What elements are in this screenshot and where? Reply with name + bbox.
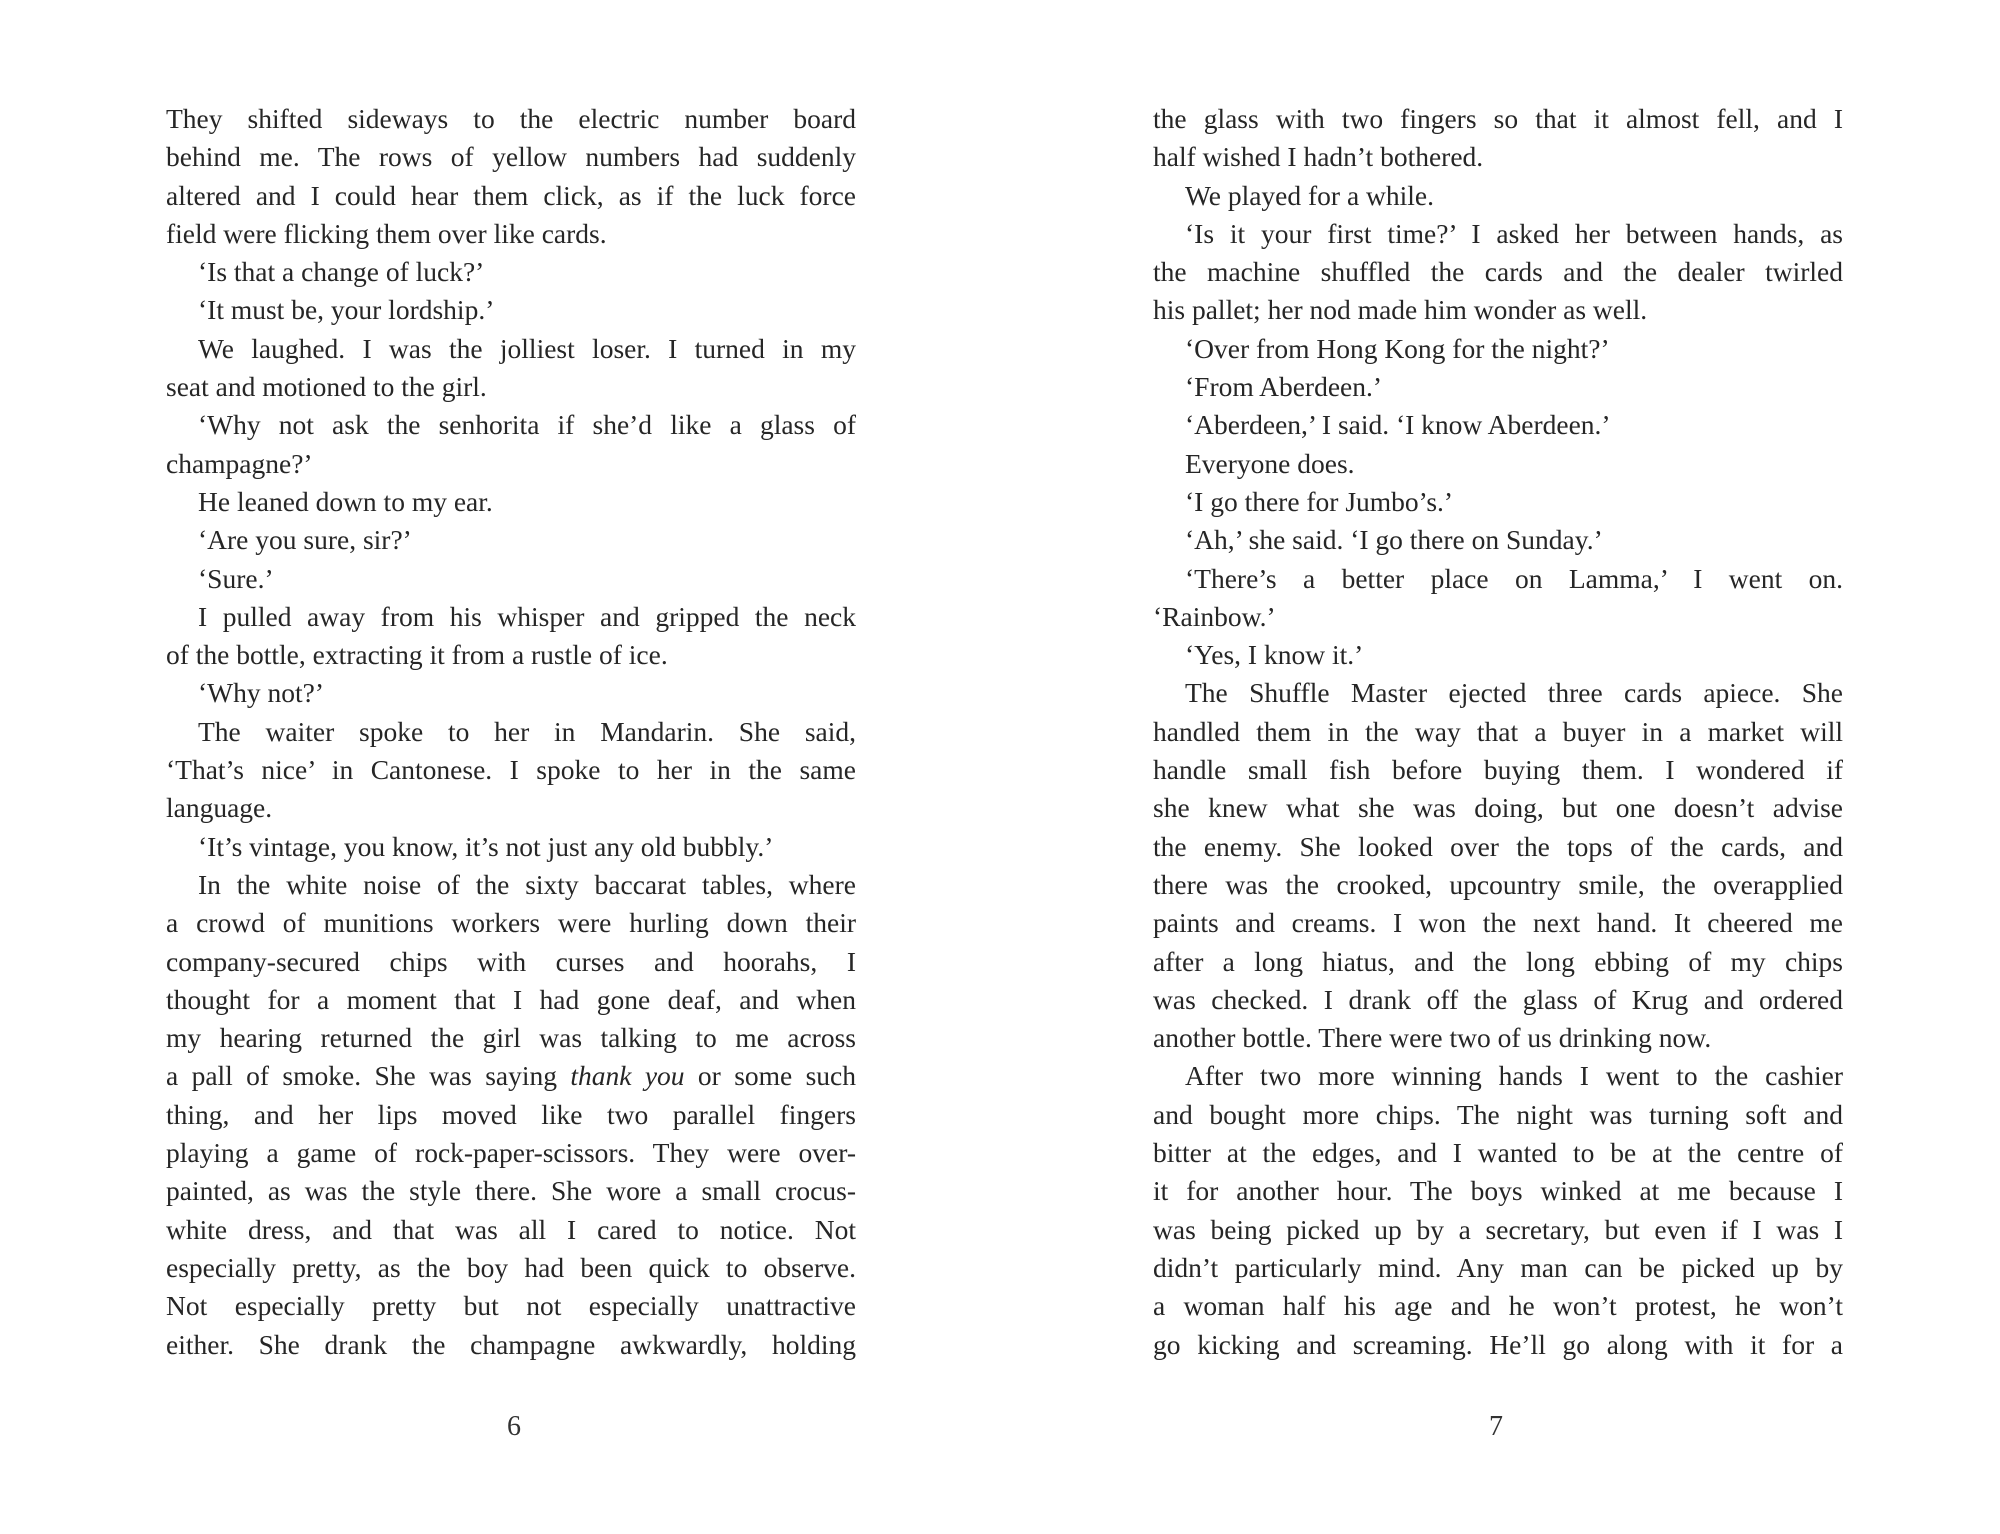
text-line: behind me. The rows of yellow numbers had suddenly: [166, 141, 856, 173]
text-line: half wished I hadn’t bothered.: [1153, 141, 1484, 173]
text-line: Not especially pretty but not especially unattractive: [166, 1290, 856, 1322]
text-line: ‘It must be, your lordship.’: [198, 294, 495, 326]
text-line: white dress, and that was all I cared to notice. Not: [166, 1213, 856, 1245]
text-line: handle small fish before buying them. I wondered if: [1153, 754, 1843, 786]
left-page-text: [166, 100, 856, 1364]
text-line: After two more winning hands I went to the cashier: [1185, 1060, 1843, 1092]
left-page-number: 6: [507, 1411, 521, 1442]
text-line: go kicking and screaming. He’ll go along with it for a: [1153, 1328, 1843, 1360]
text-line: ‘There’s a better place on Lamma,’ I went on.: [1185, 562, 1843, 594]
text-line: playing a game of rock-paper-scissors. They were over-: [166, 1137, 856, 1169]
text-line: either. She drank the champagne awkwardly, holding: [166, 1328, 856, 1360]
text-line: seat and motioned to the girl.: [166, 371, 487, 403]
text-line: ‘Why not ask the senhorita if she’d like a glass of: [198, 409, 856, 441]
text-line: We laughed. I was the jolliest loser. I turned in my: [198, 332, 856, 364]
text-line: the machine shuffled the cards and the dealer twirled: [1153, 256, 1843, 288]
text-line: was checked. I drank off the glass of Krug and ordered: [1153, 983, 1843, 1015]
text-line: bitter at the edges, and I wanted to be at the centre of: [1153, 1137, 1843, 1169]
text-line: ‘Is that a change of luck?’: [198, 256, 485, 288]
text-line: We played for a while.: [1185, 179, 1435, 211]
text-line: ‘Yes, I know it.’: [1185, 639, 1364, 671]
text-line: and bought more chips. The night was turning soft and: [1153, 1098, 1843, 1130]
text-line: field were flicking them over like cards.: [166, 217, 607, 249]
text-line: there was the crooked, upcountry smile, the overapplied: [1153, 868, 1843, 900]
text-line: altered and I could hear them click, as if the luck force: [166, 179, 856, 211]
text-line: ‘It’s vintage, you know, it’s not just any old bubbly.’: [198, 830, 774, 862]
text-line: The Shuffle Master ejected three cards apiece. She: [1185, 677, 1843, 709]
text-line: a pall of smoke. She was saying thank you or some such: [166, 1060, 856, 1092]
text-line: ‘Why not?’: [198, 677, 324, 709]
text-line: language.: [166, 792, 273, 824]
text-line: another bottle. There were two of us drinking now.: [1153, 1022, 1712, 1054]
text-line: champagne?’: [166, 447, 313, 479]
text-line: They shifted sideways to the electric number board: [166, 103, 856, 134]
text-line: ‘I go there for Jumbo’s.’: [1185, 485, 1454, 517]
text-line: The waiter spoke to her in Mandarin. She said,: [198, 715, 856, 747]
text-line: ‘That’s nice’ in Cantonese. I spoke to her in the same: [166, 754, 856, 786]
text-line: handled them in the way that a buyer in a market will: [1153, 715, 1843, 747]
text-line: paints and creams. I won the next hand. It cheered me: [1153, 907, 1843, 939]
text-line: after a long hiatus, and the long ebbing of my chips: [1153, 945, 1843, 977]
text-line: didn’t particularly mind. Any man can be picked up by: [1153, 1251, 1843, 1283]
text-line: ‘Ah,’ she said. ‘I go there on Sunday.’: [1185, 524, 1603, 556]
text-line: especially pretty, as the boy had been quick to observe.: [166, 1251, 856, 1283]
text-line: ‘Aberdeen,’ I said. ‘I know Aberdeen.’: [1185, 409, 1611, 441]
text-line: the enemy. She looked over the tops of the cards, and: [1153, 830, 1843, 862]
text-line: his pallet; her nod made him wonder as well.: [1153, 294, 1648, 326]
text-line: ‘Are you sure, sir?’: [198, 524, 412, 556]
text-line: ‘Over from Hong Kong for the night?’: [1185, 332, 1610, 364]
text-line: it for another hour. The boys winked at me because I: [1153, 1175, 1843, 1207]
text-line: the glass with two fingers so that it almost fell, and I: [1153, 103, 1843, 134]
text-line: I pulled away from his whisper and gripped the neck: [198, 600, 856, 632]
text-line: painted, as was the style there. She wore a small crocus-: [166, 1175, 856, 1207]
text-line: He leaned down to my ear.: [198, 485, 493, 517]
text-line: was being picked up by a secretary, but even if I was I: [1153, 1213, 1843, 1245]
text-line: ‘Is it your first time?’ I asked her between hands, as: [1185, 217, 1843, 249]
text-line: a crowd of munitions workers were hurling down their: [166, 907, 856, 939]
text-line: ‘From Aberdeen.’: [1185, 371, 1383, 403]
text-line: Everyone does.: [1185, 447, 1355, 479]
text-line: a woman half his age and he won’t protest, he won’t: [1153, 1290, 1843, 1322]
text-line: ‘Rainbow.’: [1153, 600, 1276, 632]
text-line: company-secured chips with curses and hoorahs, I: [166, 945, 856, 977]
text-line: In the white noise of the sixty baccarat tables, where: [198, 868, 856, 900]
right-page: [1153, 100, 1843, 1364]
left-page: [166, 100, 856, 1364]
text-line: my hearing returned the girl was talking to me across: [166, 1022, 856, 1054]
text-line: thing, and her lips moved like two parallel fingers: [166, 1098, 856, 1130]
right-page-number: 7: [1489, 1411, 1503, 1442]
text-line: ‘Sure.’: [198, 562, 274, 594]
text-line: thought for a moment that I had gone deaf, and when: [166, 983, 856, 1015]
text-line: of the bottle, extracting it from a rustle of ice.: [166, 639, 668, 671]
right-page-text: [1153, 100, 1843, 1364]
text-line: she knew what she was doing, but one doesn’t advise: [1153, 792, 1843, 824]
